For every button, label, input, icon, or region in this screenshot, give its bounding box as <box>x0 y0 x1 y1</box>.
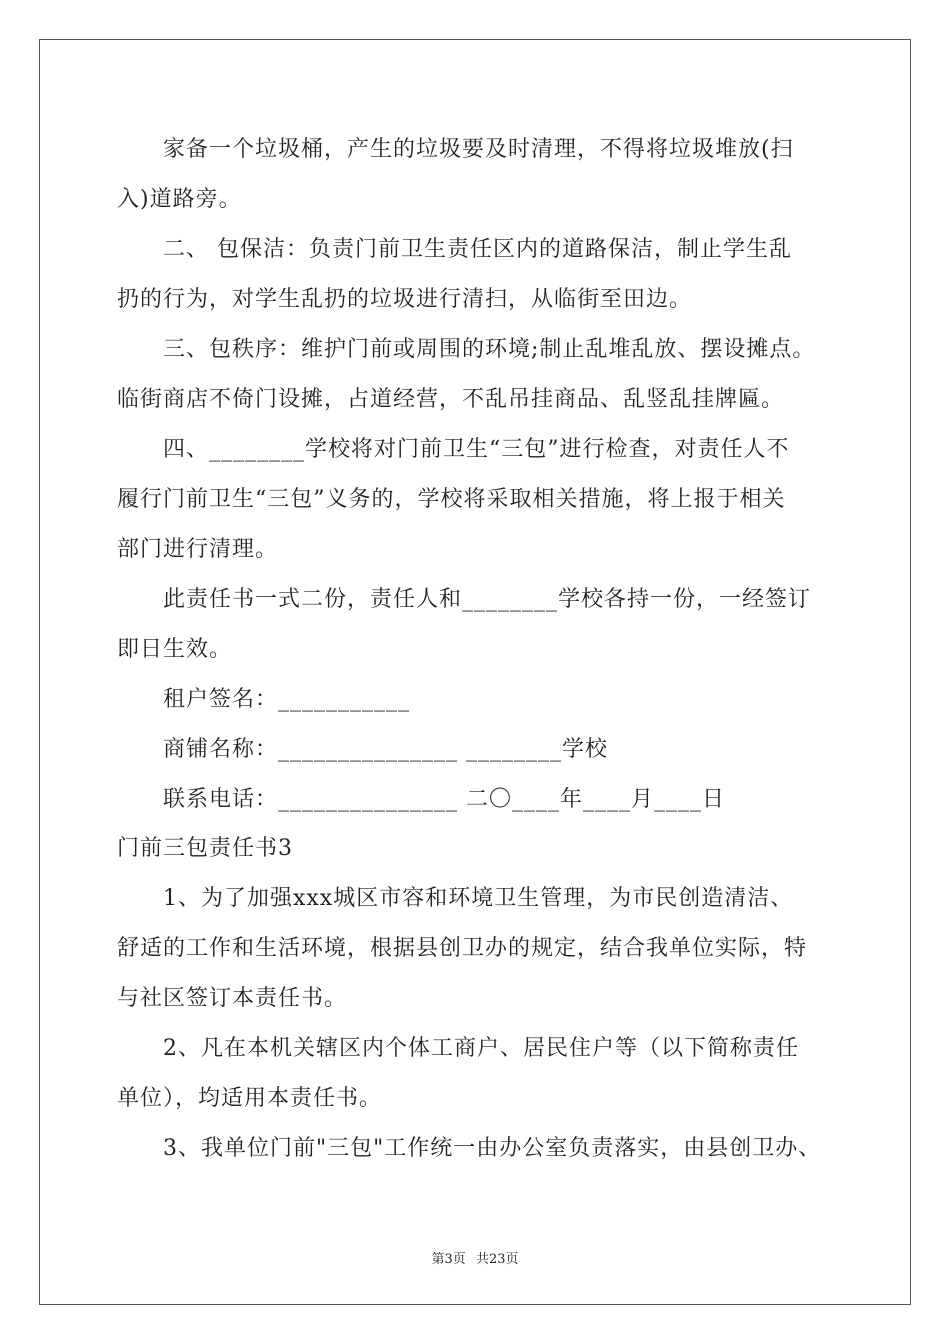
text-line: 四、________学校将对门前卫生“三包”进行检查，对责任人不 <box>163 437 790 462</box>
page-total: 共23页 <box>475 1252 519 1267</box>
text-line: 2、凡在本机关辖区内个体工商户、居民住户等（以下简称责任 <box>163 1036 799 1061</box>
text-line: 与社区签订本责任书。 <box>117 986 348 1011</box>
text-line: 3、我单位门前"三包"工作统一由办公室负责落实，由县创卫办、 <box>163 1136 822 1161</box>
text-line: 租户签名：___________ <box>163 687 411 712</box>
text-line: 临街商店不倚门设摊，占道经营，不乱吊挂商品、乱竖乱挂牌匾。 <box>117 387 785 412</box>
text-line: 部门进行清理。 <box>117 537 279 562</box>
page-number: 第3页 <box>431 1252 466 1267</box>
text-line: 入)道路旁。 <box>117 187 242 212</box>
section-heading: 门前三包责任书3 <box>117 836 293 861</box>
text-line: 履行门前卫生“三包”义务的，学校将采取相关措施，将上报于相关 <box>117 487 786 512</box>
text-line: 联系电话：_______________ 二〇____年____月____日 <box>163 787 725 812</box>
page-border <box>39 39 911 1305</box>
text-line: 单位），均适用本责任书。 <box>117 1086 383 1111</box>
text-line: 商铺名称：_______________ ________学校 <box>163 737 608 762</box>
text-line: 即日生效。 <box>117 637 233 662</box>
text-line: 三、包秩序：维护门前或周围的环境;制止乱堆乱放、摆设摊点。 <box>163 337 816 362</box>
text-line: 此责任书一式二份，责任人和________学校各持一份，一经签订 <box>163 587 812 612</box>
text-line: 扔的行为，对学生乱扔的垃圾进行清扫，从临街至田边。 <box>117 287 693 312</box>
page-footer <box>0 1248 950 1267</box>
text-line: 二、 包保洁：负责门前卫生责任区内的道路保洁，制止学生乱 <box>163 237 792 262</box>
text-line: 舒适的工作和生活环境，根据县创卫办的规定，结合我单位实际，特 <box>117 936 808 961</box>
text-line: 家备一个垃圾桶，产生的垃圾要及时清理，不得将垃圾堆放(扫 <box>163 137 794 162</box>
text-line: 1、为了加强xxx城区市容和环境卫生管理，为市民创造清洁、 <box>163 886 794 911</box>
